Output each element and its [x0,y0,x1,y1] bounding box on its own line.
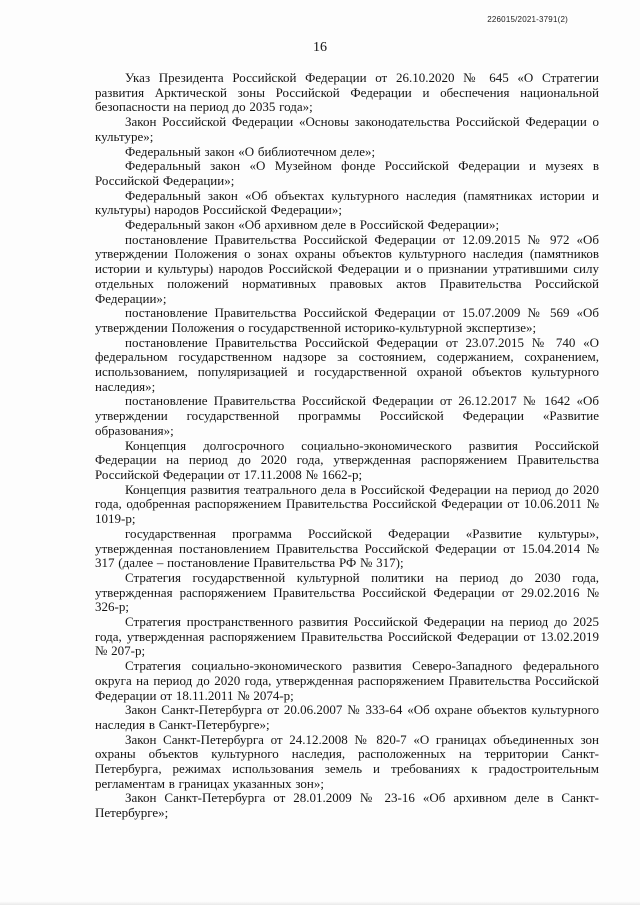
paragraph-concept-longterm-development: Концепция долгосрочного социально-экономического развития Российской Федерации на период до 2020 года, утвержденная распоряжением Правительства Российской Федерации от 17.11.2008 № 1662-р; [95,437,599,482]
scan-bottom-edge [0,901,640,905]
paragraph-strategy-northwest-district: Стратегия социально-экономического развития Северо-Западного федерального округа на период до 2020 года, утвержденная распоряжением Правительства Российской Федерации от 18.11.2011 № 2074-р; [95,658,599,703]
paragraph-spb-law-820-7: Закон Санкт-Петербурга от 24.12.2008 № 820-7 «О границах объединенных зон охраны объектов культурного наследия, расположенных на территории Санкт-Петербурга, режимах использования земель и требованиях к градостроительным регламентам в границах указанных зон»; [95,731,599,791]
paragraph-decree-arctic-strategy: Указ Президента Российской Федерации от 26.10.2020 № 645 «О Стратегии развития Арктической зоны Российской Федерации и обеспечения национальной безопасности на период до 2035 года»; [95,70,599,115]
paragraph-law-library: Федеральный закон «О библиотечном деле»; [125,143,376,159]
paragraph-law-culture-basics: Закон Российской Федерации «Основы законодательства Российской Федерации о культуре»; [95,114,599,144]
paragraph-state-program-culture: государственная программа Российской Федерации «Развитие культуры», утвержденная постановлением Правительства Российской Федерации от 15.04.2014 № 317 (далее – постановление Правительства РФ № 317); [95,525,599,571]
paragraph-concept-theatre: Концепция развития театрального дела в Российской Федерации на период до 2020 года, одобренная распоряжением Правительства Российской Федерации от 10.06.2011 № 1019-р; [95,481,599,527]
paragraph-strategy-spatial-development: Стратегия пространственного развития Российской Федерации на период до 2025 года, утвержденная распоряжением Правительства Российской Федерации от 13.02.2019 № 207-р; [95,614,599,659]
paragraph-spb-law-23-16: Закон Санкт-Петербурга от 28.01.2009 № 23-16 «Об архивном деле в Санкт-Петербурге»; [95,790,599,821]
paragraph-resolution-1642: постановление Правительства Российской Федерации от 26.12.2017 № 1642 «Об утверждении государственной программы Российской Федерации «Развитие образования»; [95,393,599,438]
document-registration-number: 226015/2021-3791(2) [487,15,568,24]
document-body [95,71,599,821]
paragraph-law-museum-fund: Федеральный закон «О Музейном фонде Российской Федерации и музеях в Российской Федерации»; [95,158,599,188]
paragraph-resolution-972: постановление Правительства Российской Федерации от 12.09.2015 № 972 «Об утверждении Положения о зонах охраны объектов культурного наследия (памятников истории и культуры) народов Российской Федерации и о признании утратившими силу отдельных положений нормативных правовых актов Правительства Российской Федерации»; [95,231,599,306]
paragraph-resolution-569: постановление Правительства Российской Федерации от 15.07.2009 № 569 «Об утверждении Положения о государственной историко-культурной экспертизе»; [95,305,599,335]
paragraph-law-cultural-heritage: Федеральный закон «Об объектах культурного наследия (памятниках истории и культуры) народов Российской Федерации»; [95,187,599,218]
paragraph-strategy-cultural-policy: Стратегия государственной культурной политики на период до 2030 года, утвержденная распоряжением Правительства Российской Федерации от 29.02.2016 № 326-р; [95,569,599,615]
paragraph-spb-law-333-64: Закон Санкт-Петербурга от 20.06.2007 № 333-64 «Об охране объектов культурного наследия в Санкт-Петербурге»; [95,702,599,732]
page-number: 16 [313,40,327,55]
paragraph-resolution-740: постановление Правительства Российской Федерации от 23.07.2015 № 740 «О федеральном государственном надзоре за состоянием, содержанием, сохранением, использованием, популяризацией и государственной охраной объектов культурного наследия»; [95,334,599,394]
paragraph-law-archives: Федеральный закон «Об архивном деле в Российской Федерации»; [125,217,500,233]
